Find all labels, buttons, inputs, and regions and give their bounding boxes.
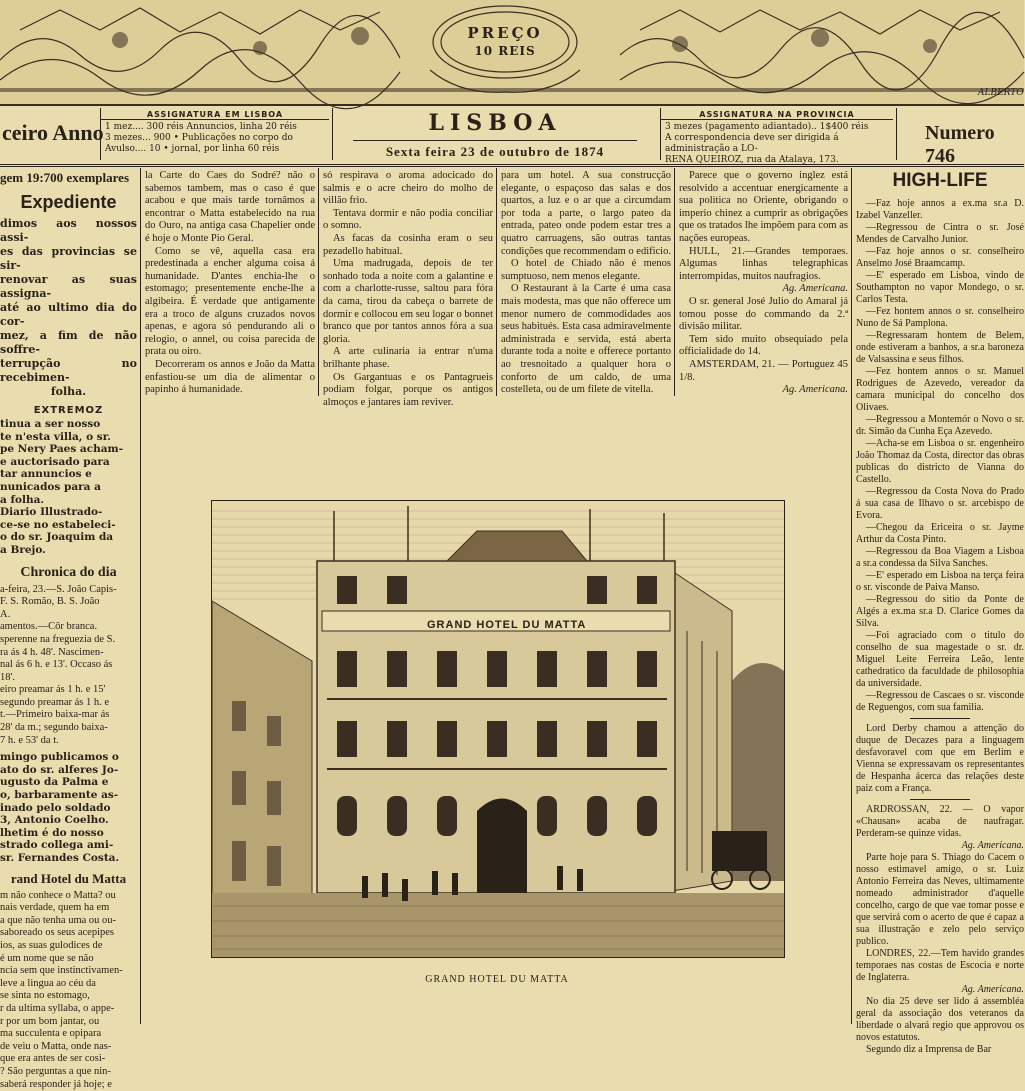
- society-item: —Regressou da Boa Viagem a Lisboa a sr.a condessa da Silva Sanches.: [856, 546, 1024, 570]
- text-line: Diario Illustrado-: [0, 506, 137, 519]
- paragraph: A arte culinaria ia entrar n'uma brilhante phase.: [323, 346, 493, 371]
- text-line: tinua a ser nosso: [0, 418, 137, 431]
- text-line: nais verdade, quem ha em: [0, 902, 137, 915]
- paragraph: Lord Derby chamou a attenção do duque de Decazes para a linguagem desfavoravel com que em Berlim e Vienna se expressavam os representantes de Hespanha ácerca das relações deste paiz com a França.: [856, 723, 1024, 795]
- text-line: leve a lingua ao céu da: [0, 978, 137, 991]
- text-line: se sinta no estomago,: [0, 990, 137, 1003]
- extremoz-text: [0, 418, 137, 557]
- text-line: tar annuncios e: [0, 468, 137, 481]
- text-line: lhetim é do nosso: [0, 827, 137, 840]
- paragraph: Parece que o governo inglez está resolvido a accentuar energicamente a sua politica no Oriente, obrigando o imperio chinez a cumprir as obrigações que os tratados lhe impõem para com as nações europeas.: [679, 170, 848, 246]
- text-line: a que não tenha uma ou ou-: [0, 915, 137, 928]
- masthead-engraving: [0, 0, 1024, 106]
- text-line: sperenne na freguezia de S.: [0, 634, 137, 647]
- text-line: r por um bom jantar, ou: [0, 1016, 137, 1029]
- paragraph: Como se vê, aquella casa era predestinada a encher alguma coisa á humanidade. D'antes enchia-lhe o estomago; presentemente enche-lhe a algibeira. É verdade que antigamente era a troco de alguns cruzados novos apenas, e agora só pendurando ali o relogio, o annel, ou coisa parecida de prata ou oiro.: [145, 246, 315, 359]
- text-line: inado pelo soldado: [0, 802, 137, 815]
- text-line: ato do sr. alferes Jo-: [0, 764, 137, 777]
- lisbon-subscription-rows: [101, 122, 329, 155]
- society-item: —Foi agraciado com o titulo do conselho de sua magestade o sr. dr. Miguel Leite Ferreira Leão, lente cathedratico da faculdade de philosophia da universidade.: [856, 630, 1024, 690]
- paragraph: HULL, 21.—Grandes temporaes. Algumas linhas telegraphicas interrompidas, muitos naufragios.: [679, 246, 848, 284]
- column-5: [679, 170, 848, 398]
- society-item: —Regressaram hontem de Belem, onde estiveram a banhos, a sr.a baroneza de Valsassina e seus filhos.: [856, 330, 1024, 366]
- text-line: de veiu o Matta, onde nas-: [0, 1041, 137, 1054]
- artist-signature: ALBERTO: [978, 88, 1024, 98]
- text-line: terrupção no recebimen-: [0, 357, 137, 385]
- chronica-text: [0, 584, 137, 748]
- text-line: m não conhece o Matta? ou: [0, 890, 137, 903]
- province-subscription-row: 3 mezes (pagamento adiantado).. 1$400 réis: [665, 122, 893, 133]
- volume-label: ceiro Anno: [2, 120, 104, 146]
- text-line: saboreado os seus acepipes: [0, 927, 137, 940]
- grand-hotel-heading: rand Hotel du Matta: [0, 871, 137, 887]
- column-3: [323, 170, 493, 398]
- text-line: es das provincias se sir-: [0, 245, 137, 273]
- high-life-heading: HIGH-LIFE: [856, 170, 1024, 192]
- text-line: 28' da m.; segundo baixa-: [0, 722, 137, 735]
- text-line: folha.: [0, 385, 137, 399]
- text-line: o do sr. Joaquim da: [0, 531, 137, 544]
- society-item: —Fez hontem annos o sr. Manuel Rodrigues de Azevedo, vereador da camara municipal do concelho dos Olivaes.: [856, 366, 1024, 414]
- text-line: o, barbaramente as-: [0, 789, 137, 802]
- paragraph: Tem sido muito obsequiado pela officialidade do 14.: [679, 334, 848, 359]
- text-line: ma succulenta e opipara: [0, 1028, 137, 1041]
- circulation-note: gem 19:700 exemplares: [0, 170, 137, 186]
- text-line: que era antes de ser cosi-: [0, 1053, 137, 1066]
- text-line: até ao ultimo dia do cor-: [0, 301, 137, 329]
- society-item: —Acha-se em Lisboa o sr. engenheiro João Thomaz da Costa, director das obras publicas do districto de Vianna do Castello.: [856, 438, 1024, 486]
- text-line: ugusto da Palma e: [0, 776, 137, 789]
- society-item: —Faz hoje annos o sr. conselheiro Anselmo José Braamcamp.: [856, 246, 1024, 270]
- masthead-price-label: PREÇO: [445, 24, 565, 42]
- text-line: a-feira, 23.—S. João Capis-: [0, 584, 137, 597]
- text-line: ? São perguntas a que nin-: [0, 1066, 137, 1079]
- column-rule: [674, 168, 675, 396]
- masthead-infobar: [0, 106, 1024, 167]
- text-line: 18'.: [0, 672, 137, 685]
- text-line: segundo preamar ás 1 h. e: [0, 697, 137, 710]
- paragraph: ARDROSSAN, 22. — O vapor «Chausan» acaba de naufragar. Perderam-se quinze vidas.: [856, 804, 1024, 840]
- lisbon-subscription-row: 3 mezes... 900 • Publicações no corpo do: [105, 133, 329, 144]
- text-line: a folha.: [0, 494, 137, 507]
- issue-number: Numero 746: [925, 122, 1025, 168]
- hotel-building-drawing: [212, 501, 784, 957]
- province-subscription-heading: ASSIGNATURA NA PROVINCIA: [661, 108, 893, 120]
- text-line: a Brejo.: [0, 544, 137, 557]
- text-line: nal ás 6 h. e 13'. Occaso ás: [0, 659, 137, 672]
- text-line: 7 h. e 53' da t.: [0, 735, 137, 748]
- text-line: e auctorisado para: [0, 456, 137, 469]
- column-rule: [318, 168, 319, 396]
- lisbon-subscription-heading: ASSIGNATURA EM LISBOA: [101, 108, 329, 120]
- column-2: [145, 170, 315, 398]
- column-6: [856, 170, 1024, 1024]
- text-line: dimos aos nossos assi-: [0, 217, 137, 245]
- society-item: —Faz hoje annos a ex.ma sr.a D. Izabel Vanzeller.: [856, 198, 1024, 222]
- paragraph: Uma madrugada, depois de ter sonhado toda a noite com a galantine e com a charlotte-russe, saltou para fóra da cama, tirou da cabeça o barrete de dormir e collocou em seu logar o bonnet branco que por tantos annos fóra a sua gloria.: [323, 258, 493, 346]
- paragraph: Segundo diz a Imprensa de Bar: [856, 1044, 1024, 1056]
- text-line: r da ultima syllaba, o appe-: [0, 1003, 137, 1016]
- divider: [910, 799, 970, 800]
- paragraph: Tentava dormir e não podia conciliar o somno.: [323, 208, 493, 233]
- text-line: te n'esta villa, o sr.: [0, 431, 137, 444]
- paragraph: só respirava o aroma adocicado do salmis e o acre cheiro do molho de villão frio.: [323, 170, 493, 208]
- text-line: ios, as suas gulodices de: [0, 940, 137, 953]
- society-item: —E' esperado em Lisboa, vindo de Southampton no vapor Mondego, o sr. Carlos Testa.: [856, 270, 1024, 306]
- paragraph: No dia 25 deve ser lido á assembléa geral da associação dos veteranos da liberdade o alvará regio que approvou os novos estatutos.: [856, 996, 1024, 1044]
- paragraph: Os Gargantuas e os Pantagrueis podiam folgar, porque os antigos almoços e jantares iam reviver.: [323, 372, 493, 410]
- text-line: sr. Fernandes Costa.: [0, 852, 137, 865]
- column-rule: [140, 168, 141, 1024]
- text-line: é um nome que se não: [0, 953, 137, 966]
- paragraph: O hotel de Chiado não é menos sumptuoso, nem menos elegante.: [501, 258, 671, 283]
- divider: [910, 718, 970, 719]
- agency-signature: Ag. Americana.: [856, 840, 1024, 852]
- extremoz-heading: EXTREMOZ: [0, 405, 137, 416]
- paragraph: As facas da cosinha eram o seu pezadello habitual.: [323, 233, 493, 258]
- grand-hotel-engraving: [211, 500, 785, 958]
- city-title: LISBOA: [333, 108, 657, 136]
- paragraph: Parte hoje para S. Thiago do Cacem o nosso estimavel amigo, o sr. Luiz Antonio Ferreira das Neves, ultimamente nomeado administrador d'aquelle concelho, cargo de que vae tomar posse e que servirá com o acerto de que é capaz a sua illustração e zelo pelo serviço publico.: [856, 852, 1024, 948]
- paragraph: LONDRES, 22.—Tem havido grandes temporaes nas costas de Escocia e norte de Inglaterra.: [856, 948, 1024, 984]
- text-line: saberá responder já hoje; e: [0, 1079, 137, 1091]
- society-item: —Fez hontem annos o sr. conselheiro Nuno de Sá Pamplona.: [856, 306, 1024, 330]
- lisbon-subscription-row: Avulso.... 10 • jornal, por linha 60 réis: [105, 144, 329, 155]
- portrait-notice: [0, 751, 137, 864]
- hotel-sign: GRAND HOTEL DU MATTA: [427, 619, 586, 631]
- expediente-text: [0, 217, 137, 399]
- masthead-price-value: 10 REIS: [445, 44, 565, 58]
- paragraph: O Restaurant à la Carte é uma casa mais modesta, mas que não offerece um menor numero de commodidades aos seus habitués. Esta casa admiravelmente administrada e servida, está aberta durante toda a noite e offerece portanto ao tresnoitado a qualquer hora o conforto de um caldo, de uma costelleta, ou de um filete de vitella.: [501, 283, 671, 396]
- lisbon-subscription-row: 1 mez.... 300 réis Annuncios, linha 20 réis: [105, 122, 329, 133]
- text-line: pe Nery Paes acham-: [0, 443, 137, 456]
- society-item: —Regressou da Costa Nova do Prado á sua casa de Ilhavo o sr. arcebispo de Evora.: [856, 486, 1024, 522]
- paragraph: Decorreram os annos e João da Matta enfastiou-se um dia de alimentar o papinho á humanidade.: [145, 359, 315, 397]
- province-subscription-row: A correspondencia deve ser dirigida á administração a LO-: [665, 133, 893, 155]
- paragraph: la Carte do Caes do Sodré? não o sabemos tambem, mas o caso é que acabou e que mais tarde tornâmos a encontrar o Matta estabelecido na rua do Ouro, na antiga casa Chapelier onde é hoje o Monte Pio Geral.: [145, 170, 315, 246]
- text-line: renovar as suas assigna-: [0, 273, 137, 301]
- grand-hotel-text: [0, 890, 137, 1091]
- society-item: —E' esperado em Lisboa na terça feira o sr. visconde de Paiva Manso.: [856, 570, 1024, 594]
- text-line: F. S. Romão, B. S. João: [0, 596, 137, 609]
- text-line: ce-se no estabeleci-: [0, 519, 137, 532]
- illustration-caption: GRAND HOTEL DU MATTA: [211, 974, 783, 985]
- society-item: —Regressou de Cascaes o sr. visconde de Reguengos, com sua familia.: [856, 690, 1024, 714]
- province-subscription-box: [660, 108, 893, 160]
- text-line: mingo publicamos o: [0, 751, 137, 764]
- paragraph: O sr. general José Julio do Amaral já tomou posse do commando da 2.ª divisão militar.: [679, 296, 848, 334]
- province-subscription-row: RENA QUEIROZ, rua da Atalaya, 173.: [665, 155, 893, 166]
- agency-signature: Ag. Americana.: [679, 384, 848, 397]
- text-line: amentos.—Côr branca.: [0, 621, 137, 634]
- issue-number-box: [896, 108, 1025, 160]
- text-line: strado collega ami-: [0, 839, 137, 852]
- column-rule: [496, 168, 497, 396]
- agency-signature: Ag. Americana.: [856, 984, 1024, 996]
- text-line: mez, a fim de não soffre-: [0, 329, 137, 357]
- column-1: [0, 170, 137, 1024]
- society-item: —Chegou da Ericeira o sr. Jayme Arthur da Costa Pinto.: [856, 522, 1024, 546]
- text-line: 3, Antonio Coelho.: [0, 814, 137, 827]
- issue-date: Sexta feira 23 de outubro de 1874: [353, 140, 637, 160]
- province-subscription-rows: [661, 122, 893, 166]
- society-item: —Regressou do sitio da Ponte de Algés a ex.ma sr.a D. Clarice Gomes da Silva.: [856, 594, 1024, 630]
- column-rule: [851, 168, 852, 1024]
- text-line: ncia sem que instinctivamen-: [0, 965, 137, 978]
- text-line: ra ás 4 h. 48'. Nascimen-: [0, 647, 137, 660]
- lisbon-subscription-box: [100, 108, 329, 160]
- paragraph: para um hotel. A sua construcção elegante, o espaçoso das salas e dos quartos, a luz e o ar que a circumdam por toda a parte, o largo pateo da entrada, pateo onde podem estar tres a quatro carruagens, são outras tantas condições que recommendam o edificio.: [501, 170, 671, 258]
- agency-signature: Ag. Americana.: [679, 283, 848, 296]
- paragraph: AMSTERDAM, 21. — Portuguez 45 1/8.: [679, 359, 848, 384]
- text-line: eiro preamar ás 1 h. e 15': [0, 684, 137, 697]
- chronica-heading: Chronica do dia: [0, 565, 137, 581]
- city-date-box: [332, 108, 657, 160]
- text-line: t.—Primeiro baixa-mar ás: [0, 709, 137, 722]
- society-item: —Regressou a Montemór o Novo o sr. dr. Simão da Cunha Eça Azevedo.: [856, 414, 1024, 438]
- column-4: [501, 170, 671, 398]
- society-item: —Regressou de Cintra o sr. José Mendes de Carvalho Junior.: [856, 222, 1024, 246]
- text-line: A.: [0, 609, 137, 622]
- expediente-heading: Expediente: [0, 192, 137, 213]
- text-line: nunicados para a: [0, 481, 137, 494]
